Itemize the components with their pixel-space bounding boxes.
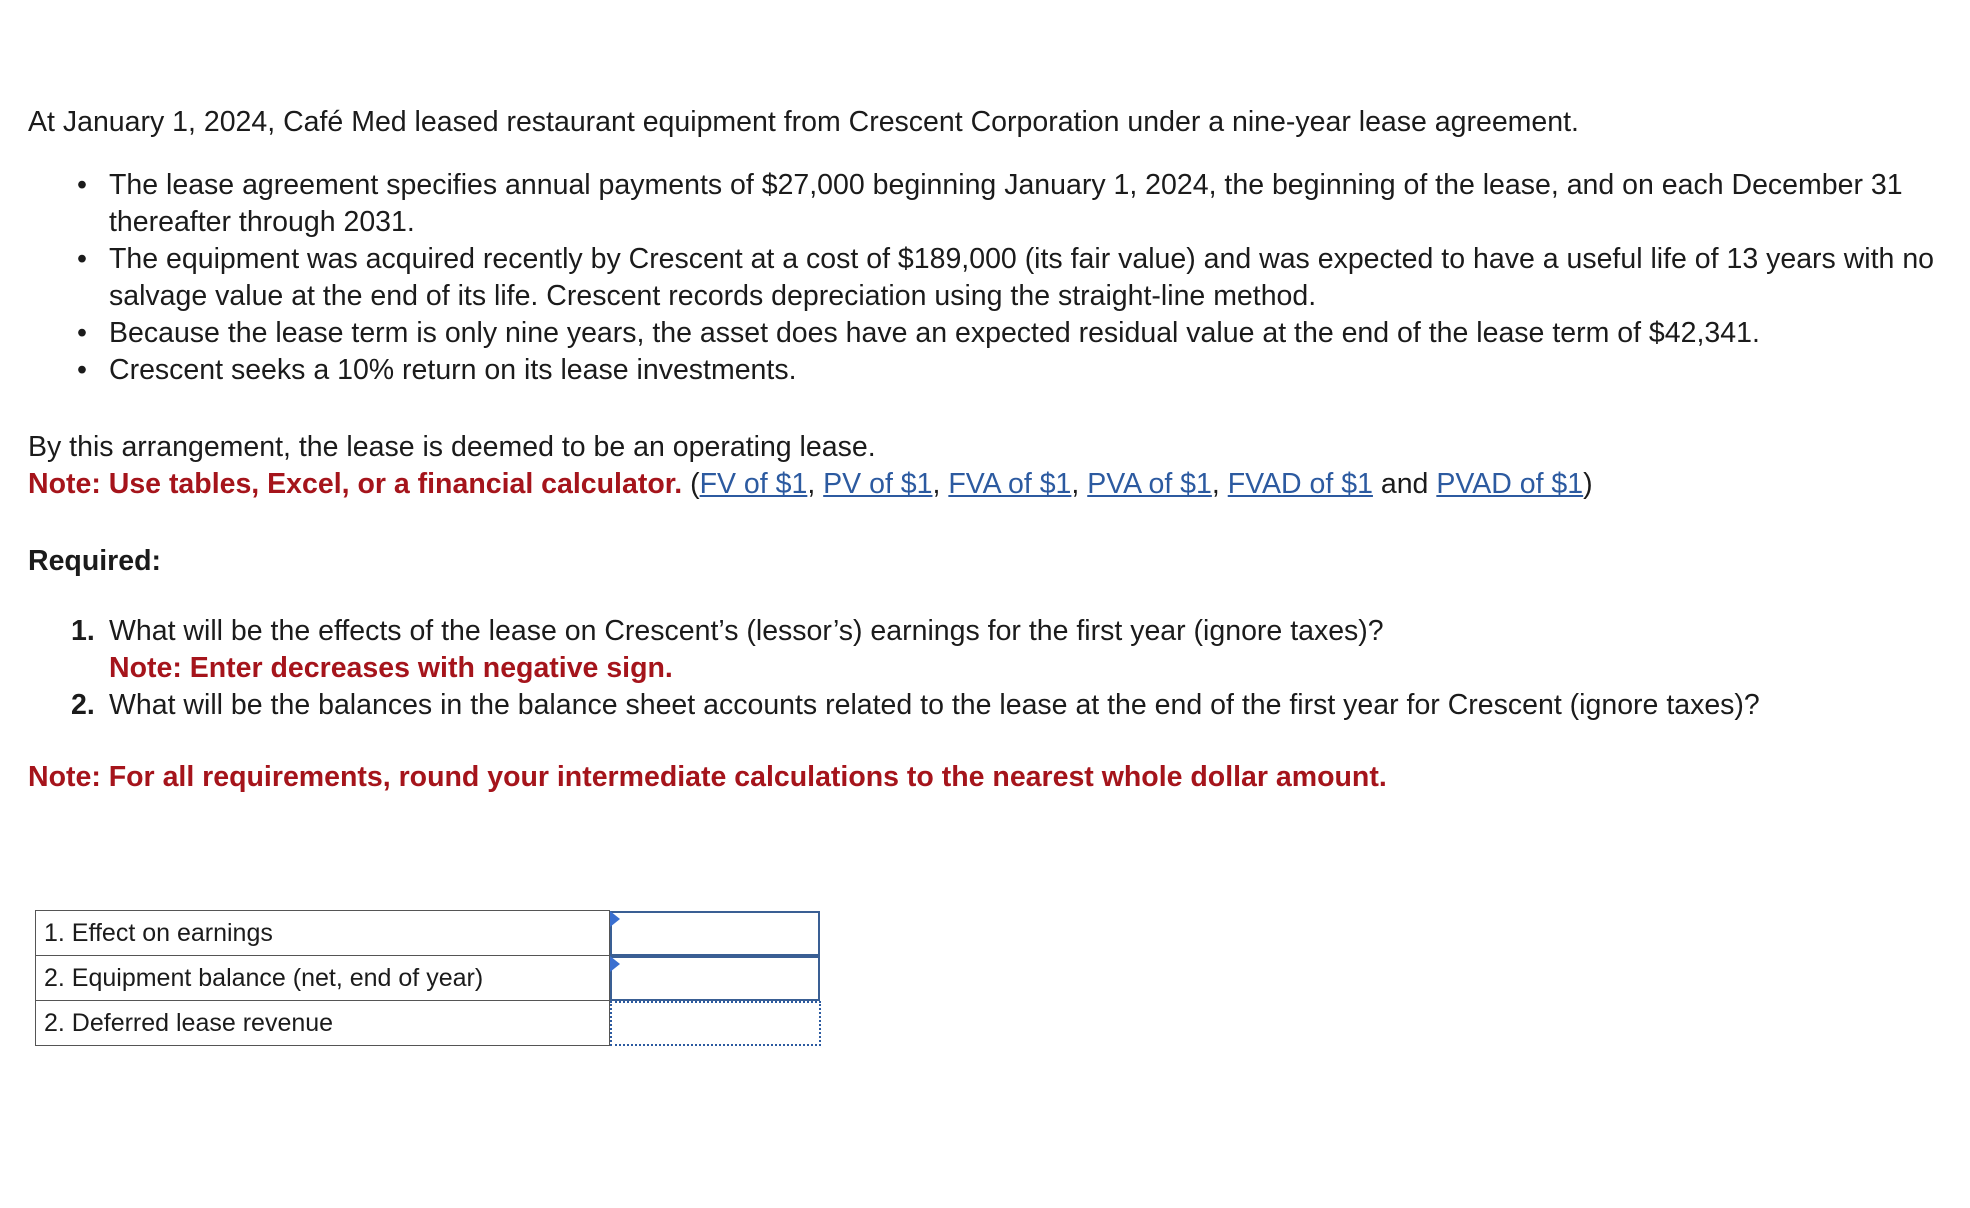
answer-box — [610, 911, 820, 956]
row-label-effect-on-earnings: 1. Effect on earnings — [36, 911, 610, 956]
flag-icon — [610, 956, 620, 972]
requirement-note: Note: Enter decreases with negative sign. — [109, 652, 673, 684]
lease-fact-item — [77, 241, 1948, 315]
effect-on-earnings-input[interactable] — [612, 913, 818, 954]
bullet-icon: • — [77, 354, 87, 386]
lease-fact-item — [77, 315, 1948, 352]
requirement-text: What will be the balances in the balance sheet accounts related to the lease at the end of the first year for Crescent (ignore taxes)? — [109, 689, 1760, 721]
intro-paragraph: At January 1, 2024, Café Med leased restaurant equipment from Crescent Corporation under a nine-year lease agreement. — [28, 106, 1579, 138]
bullet-icon: • — [77, 169, 87, 201]
arrangement-text: By this arrangement, the lease is deemed to be an operating lease. — [28, 431, 876, 463]
row-label-equipment-balance: 2. Equipment balance (net, end of year) — [36, 956, 610, 1001]
link-fv-of-1[interactable]: FV of $1 — [699, 468, 808, 500]
requirement-item — [71, 687, 1947, 724]
flag-icon — [610, 911, 620, 927]
answer-table — [35, 910, 821, 1046]
link-fva-of-1[interactable]: FVA of $1 — [948, 468, 1072, 500]
separator-and: and — [1372, 468, 1437, 500]
lease-fact-item — [77, 167, 1948, 241]
bullet-icon: • — [77, 243, 87, 275]
problem-content — [28, 104, 1948, 796]
table-row — [36, 1001, 821, 1046]
lease-fact-text: Because the lease term is only nine years, the asset does have an expected residual value at the end of the lease term of $42,341. — [109, 317, 1760, 349]
paren-open: ( — [682, 468, 700, 500]
answer-cell — [610, 956, 821, 1001]
separator: , — [1071, 468, 1088, 500]
answer-box-focused — [610, 1001, 821, 1046]
lease-fact-text: The equipment was acquired recently by Crescent at a cost of $189,000 (its fair value) and was expected to have a useful life of 13 years with no salvage value at the end of its life. Crescent records depreciation using the straight-line method. — [109, 243, 1935, 312]
equipment-balance-input[interactable] — [612, 958, 818, 999]
arrangement-block — [28, 429, 1948, 503]
link-pvad-of-1[interactable]: PVAD of $1 — [1436, 468, 1584, 500]
bullet-icon: • — [77, 317, 87, 349]
lease-facts-list — [28, 167, 1948, 389]
table-row — [36, 956, 821, 1001]
link-fvad-of-1[interactable]: FVAD of $1 — [1227, 468, 1373, 500]
deferred-lease-revenue-input[interactable] — [612, 1003, 819, 1044]
paren-close: ) — [1583, 468, 1593, 500]
lease-fact-item — [77, 352, 1948, 389]
rounding-note: Note: For all requirements, round your intermediate calculations to the nearest whole dollar amount. — [28, 761, 1387, 793]
answer-cell — [610, 911, 821, 956]
tables-note — [28, 466, 1948, 503]
requirement-text: What will be the effects of the lease on Crescent’s (lessor’s) earnings for the first year (ignore taxes)? — [109, 615, 1384, 647]
answer-box — [610, 956, 820, 1001]
requirements-list — [28, 613, 1948, 724]
tables-note-label: Note: Use tables, Excel, or a financial calculator. — [28, 468, 683, 500]
requirement-item — [71, 613, 1948, 687]
required-heading: Required: — [28, 545, 162, 577]
row-label-deferred-lease-revenue: 2. Deferred lease revenue — [36, 1001, 610, 1046]
lease-fact-text: Crescent seeks a 10% return on its lease investments. — [109, 354, 797, 386]
link-pv-of-1[interactable]: PV of $1 — [823, 468, 933, 500]
requirement-number: 1. — [71, 615, 95, 647]
separator: , — [1211, 468, 1228, 500]
separator: , — [932, 468, 949, 500]
requirement-number: 2. — [71, 689, 95, 721]
separator: , — [807, 468, 824, 500]
answer-cell — [610, 1001, 821, 1046]
link-pva-of-1[interactable]: PVA of $1 — [1087, 468, 1212, 500]
lease-fact-text: The lease agreement specifies annual payments of $27,000 beginning January 1, 2024, the beginning of the lease, and on each December 31 thereafter through 2031. — [109, 169, 1903, 238]
table-row — [36, 911, 821, 956]
